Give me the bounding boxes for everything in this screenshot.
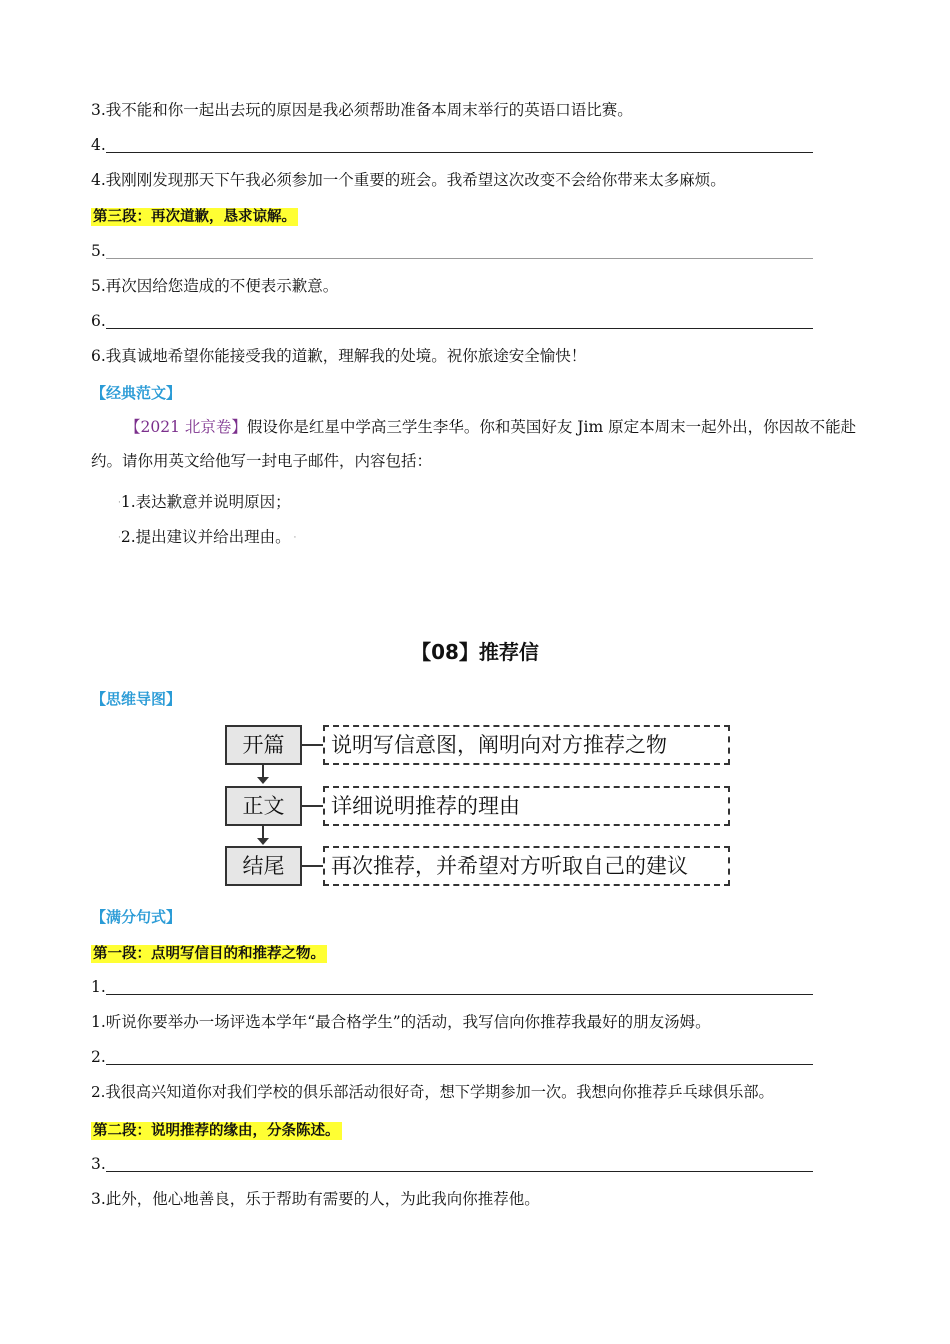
bullet-dot-icon: · (118, 498, 121, 508)
highlight: 第一段：点明写信目的和推荐之物。 (93, 946, 325, 962)
bullet-dot-icon: · (290, 533, 297, 543)
mindmap-box-opening: 开篇 (225, 725, 302, 765)
highlight: 第三段：再次道歉，恳求谅解。 (93, 209, 296, 225)
blank-number: 6. (91, 312, 106, 330)
sentence-1-cn: 1.听说你要举办一场评选本学年“最合格学生”的活动，我写信向你推荐我最好的朋友汤姆。 (91, 1013, 711, 1031)
mindmap-box-body: 正文 (225, 786, 302, 826)
paragraph-2-heading (91, 1120, 342, 1141)
blank-number: 2. (91, 1048, 106, 1066)
answer-line (106, 1064, 813, 1065)
paragraph-3-heading (91, 206, 298, 227)
mindmap-connector (300, 805, 323, 807)
blank-number: 3. (91, 1155, 106, 1173)
sentence-5-cn: 5.再次因给您造成的不便表示歉意。 (91, 277, 339, 295)
blank-number: 1. (91, 978, 106, 996)
blank-number: 4. (91, 136, 106, 154)
requirement-text: 1.表达歉意并说明原因； (120, 493, 291, 511)
answer-blank-6[interactable] (91, 311, 813, 331)
sentence-2-cn: 2.我很高兴知道你对我们学校的俱乐部活动很好奇，想下学期参加一次。我想向你推荐乒乓球俱乐部。 (91, 1083, 774, 1101)
answer-blank-4[interactable] (91, 135, 813, 155)
answer-blank-1[interactable] (91, 977, 813, 997)
highlight: 第二段：说明推荐的缘由，分条陈述。 (93, 1123, 340, 1139)
mindmap-connector (300, 865, 323, 867)
mindmap-text-opening: 说明写信意图，阐明向对方推荐之物 (323, 725, 730, 765)
answer-line (106, 328, 813, 329)
model-essay-label: 【经典范文】 (91, 384, 182, 402)
answer-line (106, 1171, 813, 1172)
blank-number: 5. (91, 242, 106, 260)
answer-line (106, 152, 813, 153)
sentences-label: 【满分句式】 (91, 908, 182, 926)
mindmap-box-ending: 结尾 (225, 846, 302, 886)
requirement-text: 2.提出建议并给出理由。 (120, 528, 291, 546)
model-prompt (91, 410, 861, 478)
mindmap-connector (300, 744, 323, 746)
answer-blank-5[interactable] (91, 241, 813, 261)
sentence-4-cn: 4.我刚刚发现那天下午我必须参加一个重要的班会。我希望这次改变不会给你带来太多麻烦。 (91, 171, 726, 189)
mindmap-text-body: 详细说明推荐的理由 (323, 786, 730, 826)
requirement-1 (118, 492, 291, 513)
section-title: 【08】推荐信 (411, 640, 539, 664)
sentence-6-cn: 6.我真诚地希望你能接受我的道歉，理解我的处境。祝你旅途安全愉快！ (91, 347, 587, 365)
requirement-2 (118, 527, 296, 548)
answer-line (106, 258, 813, 259)
answer-line (106, 994, 813, 995)
down-arrow-icon (257, 838, 269, 845)
mindmap-text-ending: 再次推荐，并希望对方听取自己的建议 (323, 846, 730, 886)
answer-blank-3[interactable] (91, 1154, 813, 1174)
paragraph-1-heading (91, 943, 327, 964)
exam-source: 【2021 北京卷】 (125, 418, 247, 436)
mindmap-label: 【思维导图】 (91, 690, 182, 708)
bullet-dot-icon: · (118, 533, 121, 543)
sentence-3b-cn: 3.此外，他心地善良，乐于帮助有需要的人，为此我向你推荐他。 (91, 1190, 540, 1208)
answer-blank-2[interactable] (91, 1047, 813, 1067)
prompt-text: 假设你是红星中学高三学生李华。你和英国好友 Jim 原定本周末一起外出，你因故不能赴约。请你用英文给他写一封电子邮件，内容包括： (91, 418, 857, 470)
down-arrow-icon (257, 777, 269, 784)
sentence-3-cn: 3.我不能和你一起出去玩的原因是我必须帮助准备本周末举行的英语口语比赛。 (91, 101, 633, 119)
